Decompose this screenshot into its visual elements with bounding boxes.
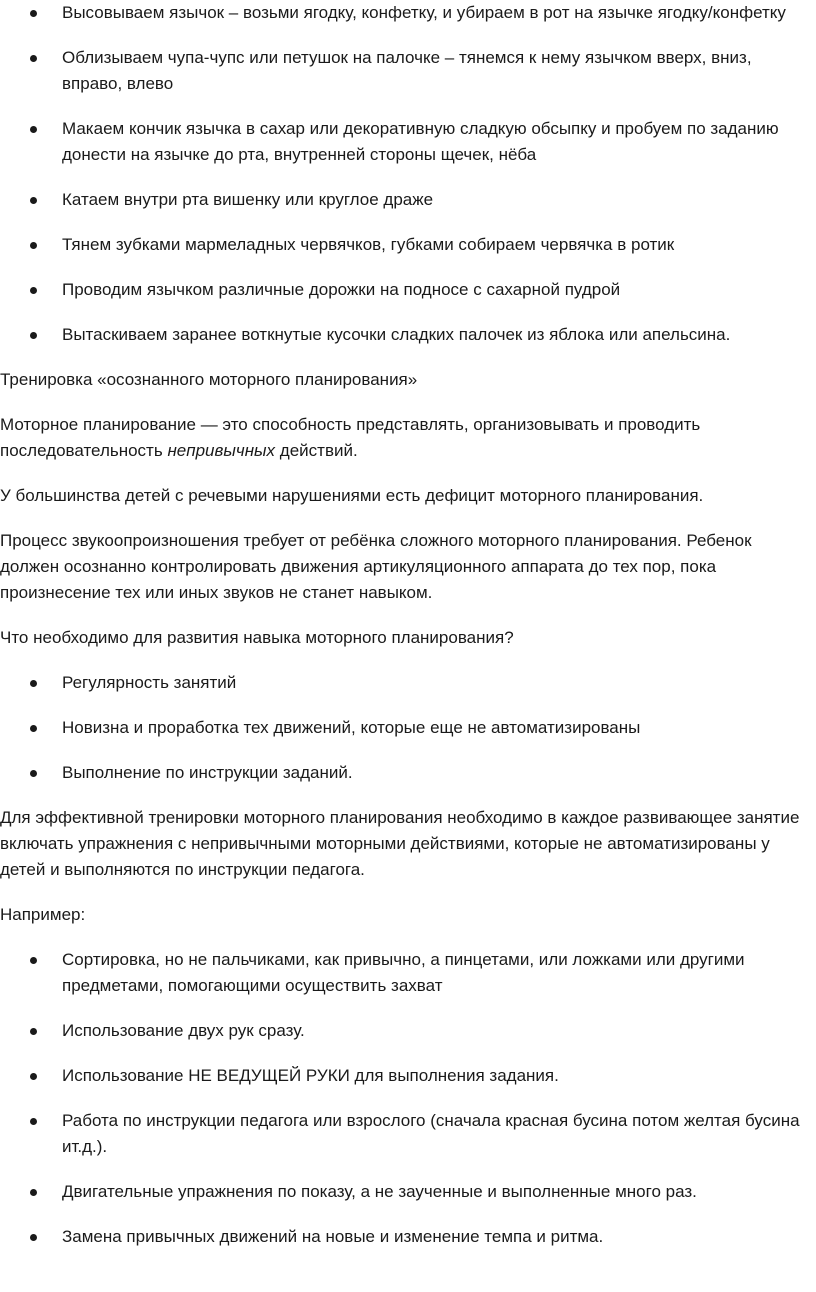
list-item xyxy=(0,670,816,696)
list-item xyxy=(0,232,816,258)
list-item-text: Облизываем чупа-чупс или петушок на палочке – тянемся к нему язычком вверх, вниз, вправо, влево xyxy=(62,48,752,93)
list-item xyxy=(0,1018,816,1044)
list-item xyxy=(0,45,816,97)
process-paragraph: Процесс звукоопроизношения требует от ребёнка сложного моторного планирования. Ребенок должен осознанно контролировать движения артикуляционного аппарата до тех пор, пока произнесение тех или иных звуков не станет навыком. xyxy=(0,531,752,602)
bullet-icon xyxy=(30,1028,37,1035)
list-item xyxy=(0,1108,816,1160)
list-item xyxy=(0,116,816,168)
list-item-text: Использование двух рук сразу. xyxy=(62,1021,305,1040)
bullet-icon xyxy=(30,10,37,17)
list-item-text: Использование НЕ ВЕДУЩЕЙ РУКИ для выполнения задания. xyxy=(62,1066,559,1085)
list-item-text: Работа по инструкции педагога или взрослого (сначала красная бусина потом желтая бусина ит.д.). xyxy=(62,1111,800,1156)
bullet-icon xyxy=(30,725,37,732)
list-item xyxy=(0,187,816,213)
list-item-text: Макаем кончик язычка в сахар или декоративную сладкую обсыпку и пробуем по заданию донести на язычке до рта, внутренней стороны щечек, нёба xyxy=(62,119,779,164)
bullet-icon xyxy=(30,1118,37,1125)
bullet-icon xyxy=(30,770,37,777)
list-item xyxy=(0,0,816,26)
bullet-icon xyxy=(30,680,37,687)
list-item xyxy=(0,715,816,741)
list-item xyxy=(0,760,816,786)
list-item xyxy=(0,1063,816,1089)
list-item-text: Проводим язычком различные дорожки на подносе с сахарной пудрой xyxy=(62,280,621,299)
list-item xyxy=(0,1224,816,1250)
list-item-text: Выполнение по инструкции заданий. xyxy=(62,763,353,782)
definition-text-after: действий. xyxy=(275,441,358,460)
list-item-text: Вытаскиваем заранее воткнутые кусочки сладких палочек из яблока или апельсина. xyxy=(62,325,731,344)
bullet-icon xyxy=(30,332,37,339)
bullet-icon xyxy=(30,197,37,204)
list-item-text: Катаем внутри рта вишенку или круглое драже xyxy=(62,190,434,209)
list-item xyxy=(0,322,816,348)
list-item xyxy=(0,1179,816,1205)
example-label: Например: xyxy=(0,905,86,924)
deficit-paragraph: У большинства детей с речевыми нарушениями есть дефицит моторного планирования. xyxy=(0,486,704,505)
requirements-list xyxy=(0,670,816,786)
list-item-text: Сортировка, но не пальчиками, как привычно, а пинцетами, или ложками или другими предметами, помогающими осуществить захват xyxy=(62,950,745,995)
list-item xyxy=(0,277,816,303)
definition-text-before: Моторное планирование — это способность представлять, организовывать и проводить последовательность xyxy=(0,415,701,460)
question-paragraph: Что необходимо для развития навыка моторного планирования? xyxy=(0,628,514,647)
list-item-text: Новизна и проработка тех движений, которые еще не автоматизированы xyxy=(62,718,641,737)
list-item-text: Высовываем язычок – возьми ягодку, конфетку, и убираем в рот на язычке ягодку/конфетку xyxy=(62,3,786,22)
bullet-icon xyxy=(30,1073,37,1080)
bullet-icon xyxy=(30,242,37,249)
list-item-text: Тянем зубками мармеладных червячков, губками собираем червячка в ротик xyxy=(62,235,675,254)
bullet-icon xyxy=(30,55,37,62)
bullet-icon xyxy=(30,957,37,964)
effective-paragraph: Для эффективной тренировки моторного планирования необходимо в каждое развивающее занятие включать упражнения с непривычными моторными действиями, которые не автоматизированы у детей и выполняются по инструкции педагога. xyxy=(0,808,800,879)
bullet-icon xyxy=(30,1234,37,1241)
definition-italic-word: непривычных xyxy=(167,441,276,460)
bullet-icon xyxy=(30,126,37,133)
list-item xyxy=(0,947,816,999)
definition-paragraph xyxy=(0,412,816,464)
list-item-text: Регулярность занятий xyxy=(62,673,237,692)
examples-list xyxy=(0,947,816,1250)
bullet-icon xyxy=(30,1189,37,1196)
list-item-text: Двигательные упражнения по показу, а не заученные и выполненные много раз. xyxy=(62,1182,697,1201)
bullet-icon xyxy=(30,287,37,294)
exercise-list xyxy=(0,0,816,348)
section-heading: Тренировка «осознанного моторного планирования» xyxy=(0,370,418,389)
list-item-text: Замена привычных движений на новые и изменение темпа и ритма. xyxy=(62,1227,604,1246)
